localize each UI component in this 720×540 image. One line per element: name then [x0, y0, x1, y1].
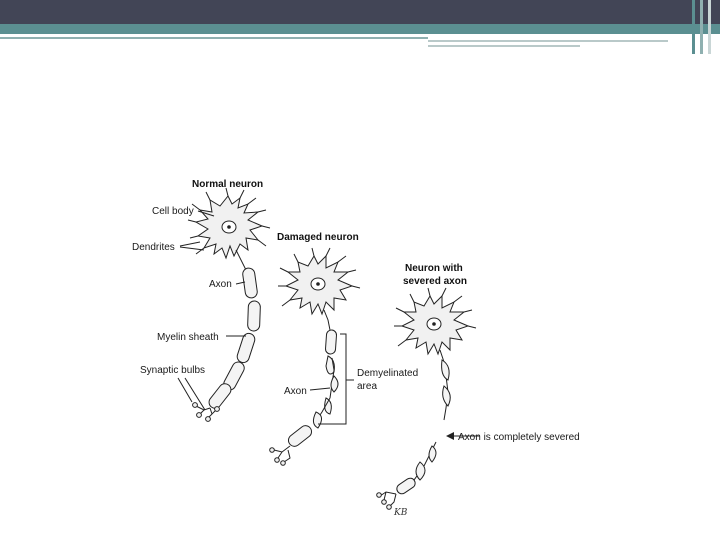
- label-axon-normal: Axon: [209, 279, 232, 290]
- severed-myelin-fragment: [416, 462, 425, 480]
- leader-synaptic: [178, 378, 205, 410]
- normal-neuron-title: Normal neuron: [192, 179, 264, 190]
- synaptic-bulb: [270, 448, 275, 453]
- damaged-axon-hillock: [324, 310, 330, 330]
- label-synaptic-bulbs: Synaptic bulbs: [140, 365, 206, 376]
- leader-axon-damaged: [310, 388, 330, 390]
- severed-myelin-segment: [395, 476, 417, 495]
- normal-myelin-segment: [236, 332, 257, 364]
- damaged-myelin-fragment: [331, 376, 338, 392]
- synaptic-bulb: [382, 500, 387, 505]
- severed-myelin-fragment: [429, 446, 436, 462]
- damaged-neuron: [270, 232, 418, 465]
- damaged-myelin-segment: [325, 330, 337, 355]
- damaged-myelin-fragment: [313, 412, 321, 428]
- damaged-neuron-title: Damaged neuron: [277, 232, 359, 243]
- normal-myelin-segment: [207, 381, 234, 410]
- label-demyelinated-area: area: [357, 381, 378, 392]
- severed-title-line1: Neuron with: [405, 263, 463, 274]
- label-axon-severed: Axon is completely severed: [458, 432, 580, 443]
- damaged-myelin-segment: [286, 423, 314, 448]
- synaptic-bulb: [275, 458, 280, 463]
- illustrator-signature: KB: [394, 508, 408, 518]
- normal-nucleolus: [227, 225, 231, 229]
- synaptic-bulb: [215, 407, 220, 412]
- label-dendrites: Dendrites: [132, 242, 175, 253]
- label-axon-damaged: Axon: [284, 386, 307, 397]
- synaptic-bulb: [193, 403, 198, 408]
- synaptic-bulb: [206, 417, 211, 422]
- synaptic-bulb: [377, 493, 382, 498]
- normal-axon-hillock: [236, 250, 246, 270]
- synaptic-bulb: [281, 461, 286, 466]
- normal-myelin-segment: [242, 267, 258, 298]
- severed-nucleolus: [432, 322, 436, 326]
- normal-myelin-segment: [247, 301, 260, 331]
- severed-myelin-fragment: [443, 386, 451, 406]
- synaptic-bulb: [387, 505, 392, 510]
- label-myelin-sheath: Myelin sheath: [157, 332, 219, 343]
- synaptic-bulb: [197, 413, 202, 418]
- normal-neuron: [132, 179, 270, 421]
- arrow-head-icon: [446, 432, 454, 440]
- leader-dendrites: [180, 242, 204, 250]
- severed-title-line2: severed axon: [403, 276, 467, 287]
- label-cell-body: Cell body: [152, 206, 194, 217]
- damaged-nucleolus: [316, 282, 320, 286]
- label-demyelinated: Demyelinated: [357, 368, 419, 379]
- severed-myelin-fragment: [442, 360, 450, 380]
- severed-proximal-axon: [440, 350, 448, 420]
- severed-neuron: [377, 263, 580, 518]
